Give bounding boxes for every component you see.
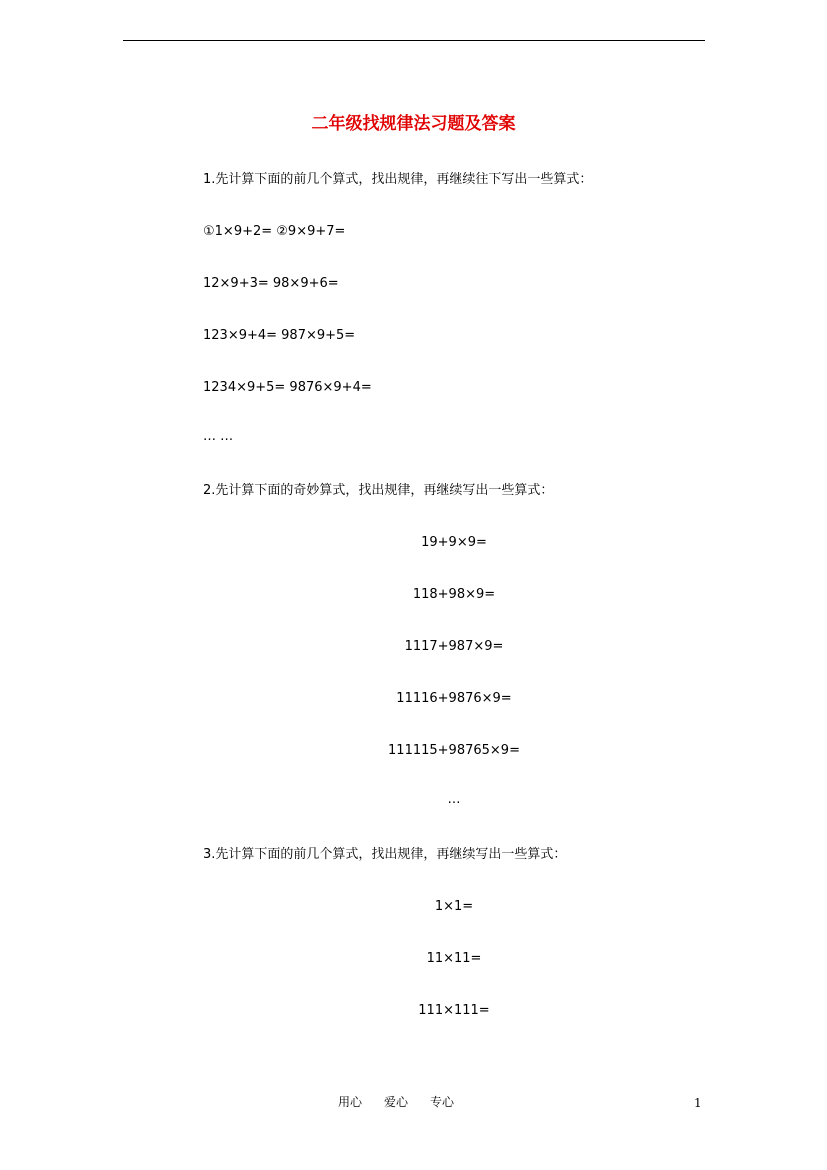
question-2-line: 118+98×9=: [412, 587, 496, 602]
question-1-line: ①1×9+2= ②9×9+7=: [203, 224, 346, 239]
question-2-line: 111115+98765×9=: [388, 743, 520, 758]
question-3-line: 111×111=: [418, 1003, 490, 1018]
question-1-ellipsis: … …: [203, 429, 234, 444]
page-number: 1: [694, 1096, 702, 1110]
question-1-prompt: 1.先计算下面的前几个算式，找出规律，再继续往下写出一些算式：: [203, 172, 593, 187]
footer-motto-item: 用心: [338, 1095, 363, 1109]
question-2-line: 19+9×9=: [421, 535, 487, 550]
question-2-line: 1117+987×9=: [404, 639, 504, 654]
question-1-line: 1234×9+5= 9876×9+4=: [203, 380, 372, 395]
question-3-line: 11×11=: [426, 951, 482, 966]
header-rule: [123, 40, 705, 41]
footer-motto-item: 专心: [430, 1095, 455, 1109]
question-1-line: 123×9+4= 987×9+5=: [203, 328, 356, 343]
question-2-ellipsis: …: [447, 792, 461, 807]
question-1-line: 12×9+3= 98×9+6=: [203, 276, 339, 291]
question-2-prompt: 2.先计算下面的奇妙算式，找出规律，再继续写出一些算式：: [203, 483, 554, 498]
question-3-line: 1×1=: [434, 899, 474, 914]
question-2-line: 11116+9876×9=: [396, 691, 512, 706]
question-3-prompt: 3.先计算下面的前几个算式，找出规律，再继续写出一些算式：: [203, 847, 567, 862]
document-title: 二年级找规律法习题及答案: [311, 114, 516, 134]
footer-motto: [338, 1094, 454, 1110]
footer-motto-item: 爱心: [384, 1095, 409, 1109]
